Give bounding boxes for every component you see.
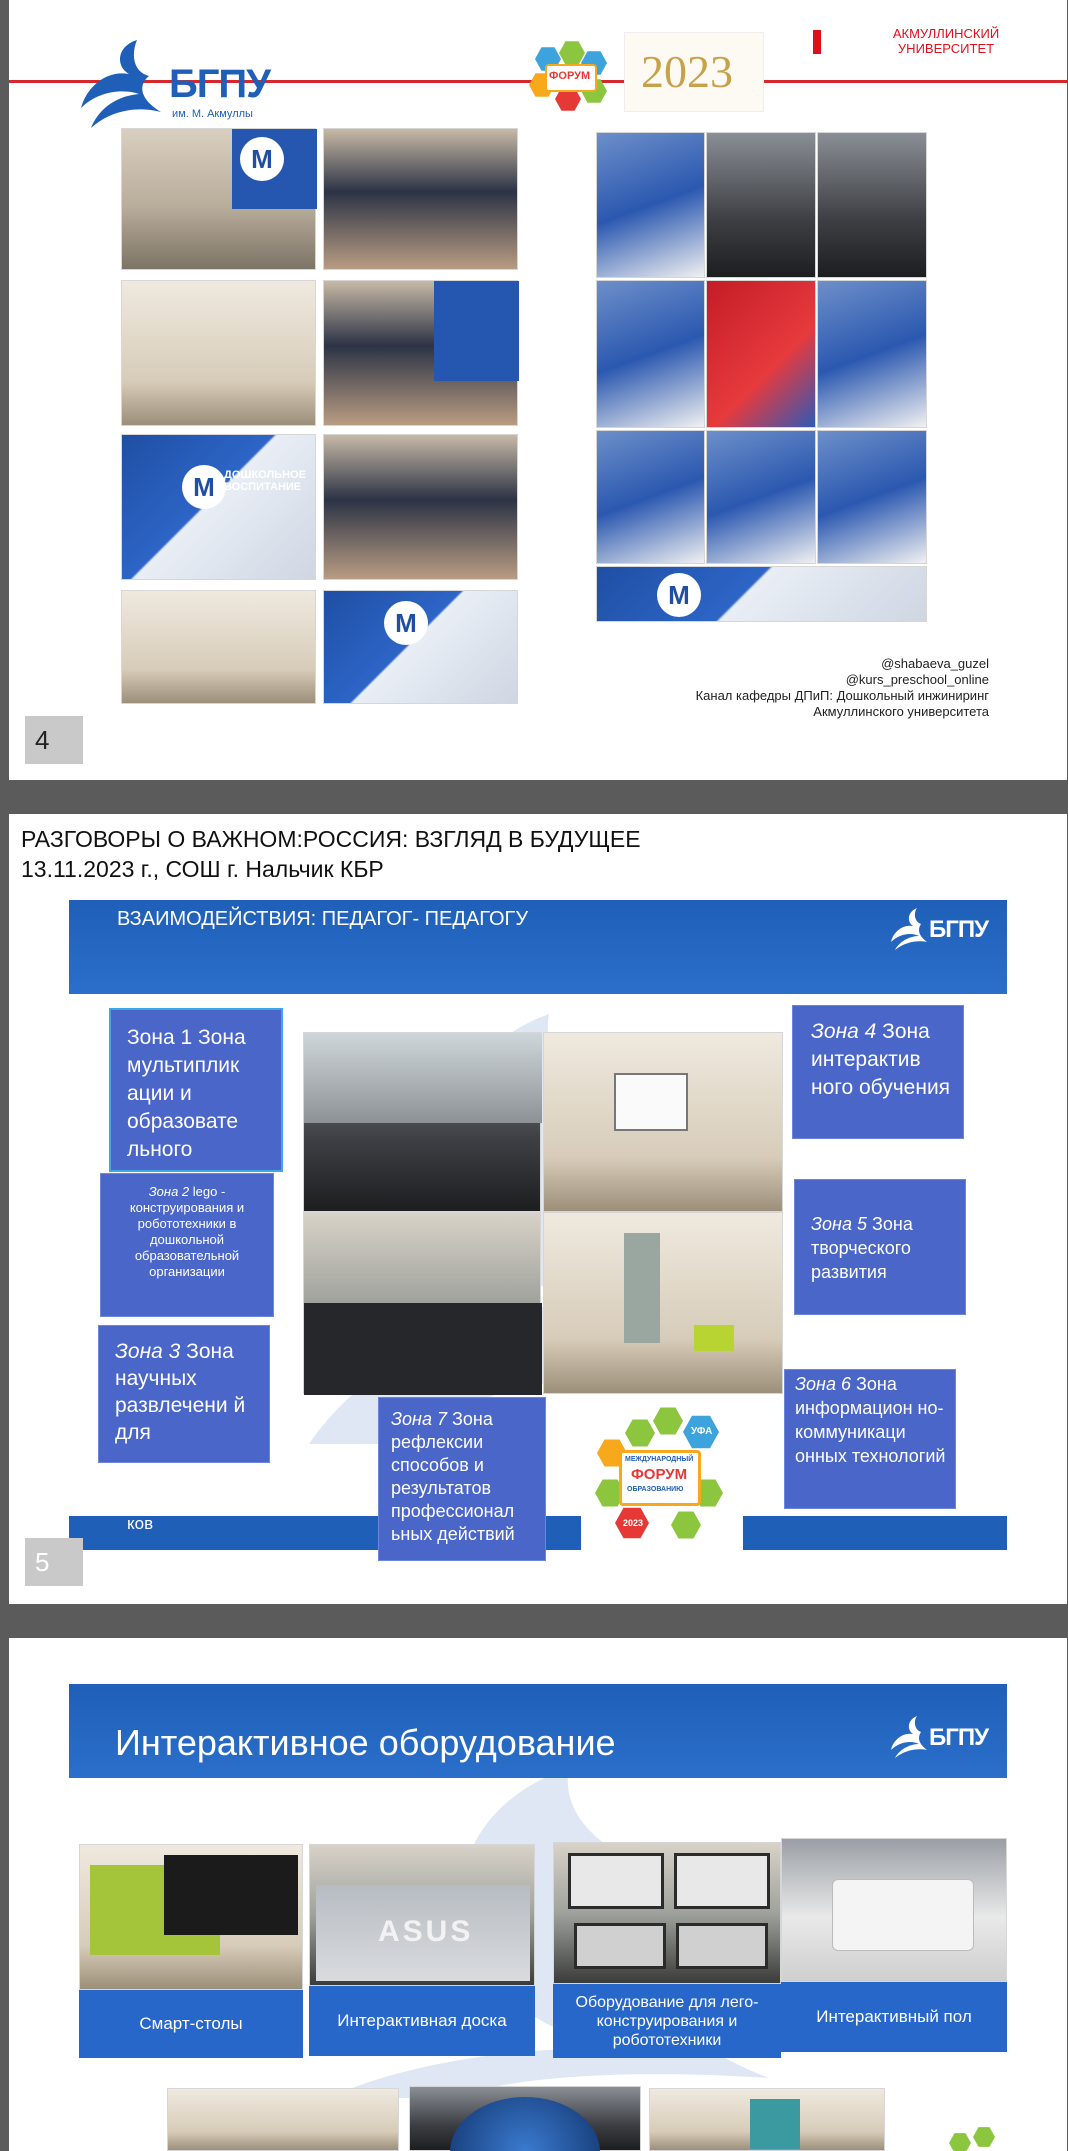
zone-4-box <box>793 1006 963 1138</box>
banner-logo-text: БГПУ <box>929 916 989 943</box>
collage-4 <box>596 280 705 428</box>
caption-board: Интерактивная доска <box>309 1986 535 2056</box>
year-badge <box>624 32 764 112</box>
credit-line-3: Канал кафедры ДПиП: Дошкольный инжиниринг <box>695 688 989 703</box>
photo-grid-left-3 <box>121 280 316 426</box>
caption-lego: Оборудование для лего-конструирования и робототехники <box>553 1984 781 2058</box>
caption-floor: Интерактивный пол <box>781 1982 1007 2052</box>
zone-2-box <box>101 1174 273 1316</box>
equipment-photo-device <box>649 2088 885 2151</box>
forum-logo <box>581 1398 743 1550</box>
banner-logo <box>889 906 989 950</box>
m-logo-icon: M <box>240 137 284 181</box>
equipment-photo-globe <box>409 2086 641 2151</box>
room-photo-2 <box>543 1032 783 1212</box>
collage-9 <box>817 430 927 564</box>
year-badge-text: 2023 <box>641 46 733 97</box>
collage-5 <box>706 280 816 428</box>
corner-hex-decoration <box>949 2126 1009 2151</box>
red-mark <box>813 30 821 54</box>
zone-7-label: Зона 7 <box>391 1409 447 1429</box>
zone-3-tail: ков <box>127 1514 154 1533</box>
credit-line-4: Акмуллинского университета <box>813 704 989 719</box>
photo-grid-left-6 <box>323 434 518 580</box>
zone-3-box <box>99 1326 269 1462</box>
credit-line-1: @shabaeva_guzel <box>881 656 989 671</box>
photo-grid-left-7 <box>121 590 316 704</box>
collage-8 <box>706 430 816 564</box>
zone-5-text: Зона творческого развития <box>811 1214 913 1282</box>
credits <box>696 656 989 720</box>
forum-city: УФА <box>691 1426 713 1437</box>
slide-title-line-1: РАЗГОВОРЫ О ВАЖНОМ:РОССИЯ: ВЗГЛЯД В БУДУЩЕЕ <box>21 826 641 852</box>
collage-3 <box>817 132 927 278</box>
page-number-text: 5 <box>35 1547 50 1577</box>
zone-2-text: lego - конструирования и робототехники в дошкольной образовательной организации <box>129 1184 245 1279</box>
collage-7 <box>596 430 705 564</box>
equipment-photo-board <box>309 1844 535 1986</box>
forum-top: МЕЖДУНАРОДНЫЙ <box>625 1456 694 1463</box>
equipment-photo-floor <box>781 1838 1007 1982</box>
collage-6 <box>817 280 927 428</box>
slide-6 <box>9 1638 1067 2151</box>
banner-text: ВЗАИМОДЕЙСТВИЯ: ПЕДАГОГ- ПЕДАГОГУ <box>117 908 529 930</box>
photo-grid-left-5 <box>121 434 316 580</box>
banner-logo-text: БГПУ <box>929 1724 989 1751</box>
credit-line-2: @kurs_preschool_online <box>845 672 989 687</box>
slide-title: Интерактивное оборудование <box>115 1722 616 1763</box>
zone-3-label: Зона 3 <box>115 1340 181 1363</box>
university-name: АКМУЛЛИНСКИЙ УНИВЕРСИТЕТ <box>892 26 1000 56</box>
page-number-text: 4 <box>35 725 50 755</box>
photo-grid-left-1 <box>121 128 316 270</box>
collage-2 <box>706 132 816 278</box>
equipment-photo-lego <box>553 1842 781 1984</box>
zone-5-label: Зона 5 <box>811 1214 867 1234</box>
photo-grid-left-2 <box>323 128 518 270</box>
photo-grid-left-8 <box>323 590 518 704</box>
zone-7-text: Зона рефлексии способов и результатов профессионал ьных действий <box>391 1409 515 1544</box>
equipment-photo-smart-tables <box>79 1844 303 1990</box>
photo-sign-text: ДОШКОЛЬНОЕ ВОСПИТАНИЕ <box>224 469 306 493</box>
header-banner <box>69 1684 1007 1778</box>
room-photo-3 <box>303 1212 541 1394</box>
slide-5 <box>9 814 1067 1604</box>
collage-10 <box>596 566 927 622</box>
room-photo-4 <box>543 1212 783 1394</box>
zone-6-box <box>785 1370 955 1508</box>
zone-3-text: Зона научных развлечени й для <box>115 1340 246 1444</box>
zone-5-box <box>795 1180 965 1314</box>
page-number <box>25 1538 83 1586</box>
zone-6-label: Зона 6 <box>795 1374 851 1394</box>
forum-badge-text: ФОРУМ <box>549 70 591 82</box>
banner-logo <box>889 1714 989 1758</box>
zone-4-label: Зона 4 <box>811 1020 877 1043</box>
m-logo-icon: M <box>657 573 701 617</box>
bgpu-logo-subtitle: им. М. Акмуллы <box>172 108 253 120</box>
header-banner <box>69 900 1007 994</box>
forum-year: 2023 <box>623 1518 644 1528</box>
collage-1 <box>596 132 705 278</box>
zone-1-text: Зона 1 Зона мультиплик ации и образовате льного <box>127 1026 246 1161</box>
equipment-photo-shelf <box>167 2088 399 2151</box>
photo-grid-left-4 <box>323 280 518 426</box>
zone-7-box <box>379 1398 545 1560</box>
forum-badge <box>529 40 609 114</box>
forum-word: ФОРУМ <box>631 1466 688 1483</box>
m-logo-icon: M <box>384 601 428 645</box>
caption-smart-tables: Смарт-столы <box>79 1990 303 2058</box>
slide-4 <box>9 0 1067 780</box>
room-photo-1 <box>303 1032 541 1212</box>
bgpu-logo-text: БГПУ <box>169 62 271 106</box>
zone-4-text: Зона интерактив ного обучения <box>811 1020 951 1099</box>
page-number <box>25 716 83 764</box>
m-logo-icon: M <box>182 465 226 509</box>
zone-1-box <box>111 1010 281 1170</box>
forum-bottom: ОБРАЗОВАНИЮ <box>627 1486 684 1493</box>
bgpu-logo <box>77 36 287 136</box>
zone-2-label: Зона 2 <box>148 1184 190 1199</box>
board-brand: ASUS <box>378 1915 474 1948</box>
slide-title-line-2: 13.11.2023 г., СОШ г. Нальчик КБР <box>21 856 384 882</box>
zone-6-text: Зона информацион но-коммуникаци онных технологий <box>795 1374 946 1466</box>
